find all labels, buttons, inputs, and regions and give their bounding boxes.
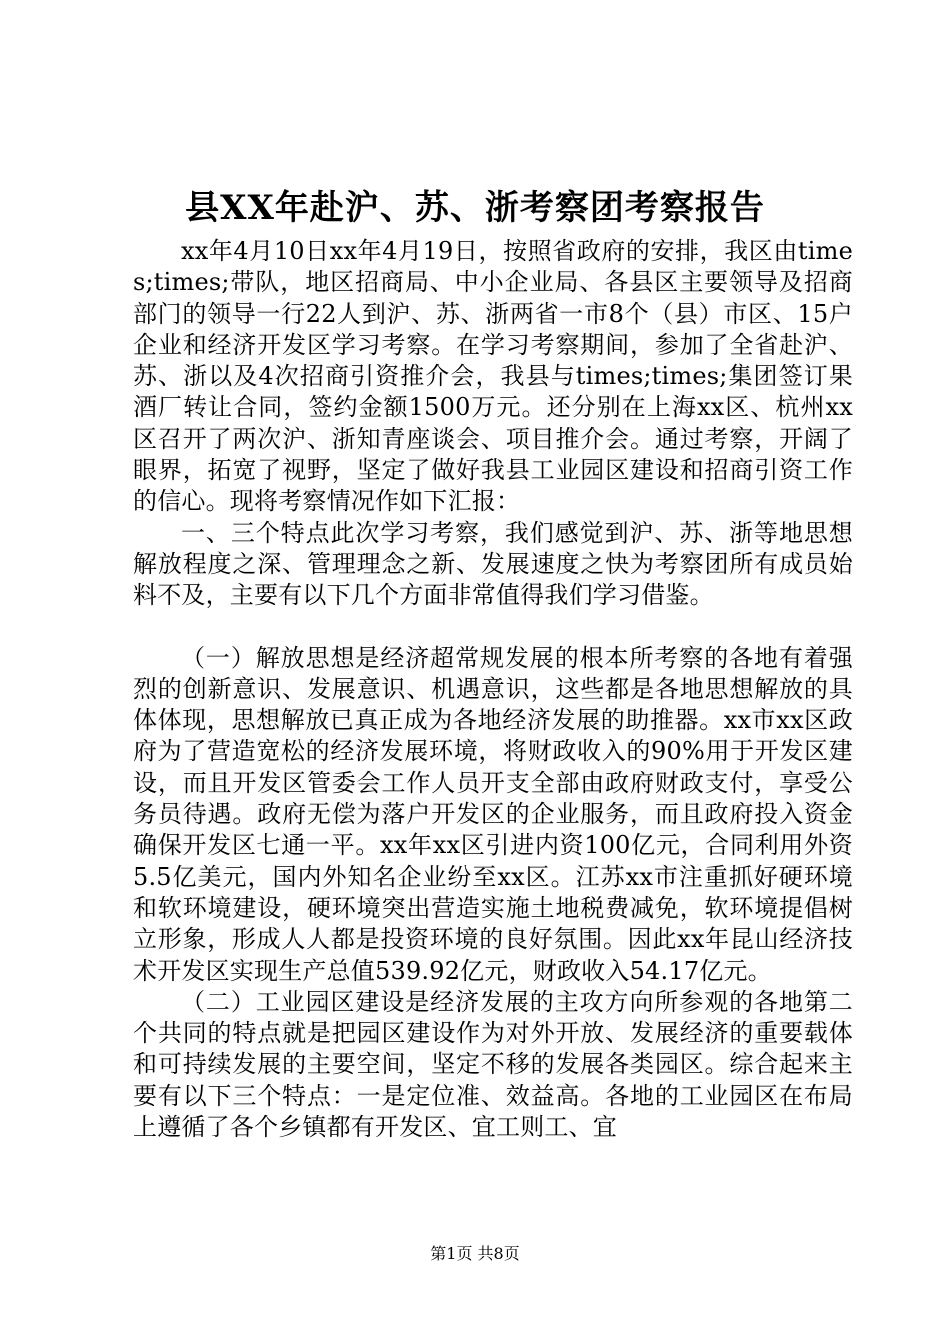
paragraph-subsection-two: （二）工业园区建设是经济发展的主攻方向所参观的各地第二个共同的特点就是把园区建设作为对外开放、发展经济的重要载体和可持续发展的主要空间，坚定不移的发展各类园区。综合起来主要有以下三个特点：一是定位准、效益高。各地的工业园区在布局上遵循了各个乡镇都有开发区、宜工则工、宜	[133, 987, 853, 1142]
paragraph-subsection-one: （一）解放思想是经济超常规发展的根本所考察的各地有着强烈的创新意识、发展意识、机遇意识，这些都是各地思想解放的具体体现，思想解放已真正成为各地经济发展的助推器。xx市xx区政府为了营造宽松的经济发展环境，将财政收入的90%用于开发区建设，而且开发区管委会工作人员开支全部由政府财政支付，享受公务员待遇。政府无偿为落户开发区的企业服务，而且政府投入资金确保开发区七通一平。xx年xx区引进内资100亿元，合同利用外资5.5亿美元，国内外知名企业纷至xx区。江苏xx市注重抓好硬环境和软环境建设，硬环境突出营造实施土地税费减免，软环境提倡树立形象，形成人人都是投资环境的良好氛围。因此xx年昆山经济技术开发区实现生产总值539.92亿元，财政收入54.17亿元。	[133, 643, 853, 985]
page-footer: 第1页 共8页	[430, 1244, 520, 1263]
paragraph-section-one: 一、三个特点此次学习考察，我们感觉到沪、苏、浙等地思想解放程度之深、管理理念之新、发展速度之快为考察团所有成员始料不及，主要有以下几个方面非常值得我们学习借鉴。	[133, 518, 853, 610]
paragraph-intro: xx年4月10日xx年4月19日，按照省政府的安排，我区由times;times;带队，地区招商局、中小企业局、各县区主要领导及招商部门的领导一行22人到沪、苏、浙两省一市8个（县）市区、15户企业和经济开发区学习考察。在学习考察期间，参加了全省赴沪、苏、浙以及4次招商引资推介会，我县与times;times;集团签订果酒厂转让合同，签约金额1500万元。还分别在上海xx区、杭州xx区召开了两次沪、浙知青座谈会、项目推介会。通过考察，开阔了眼界，拓宽了视野，坚定了做好我县工业园区建设和招商引资工作的信心。现将考察情况作如下汇报：	[133, 237, 853, 516]
document-title: 县XX年赴沪、苏、浙考察团考察报告	[185, 188, 765, 228]
document-body	[133, 236, 853, 1143]
paragraph-spacer	[133, 612, 853, 643]
